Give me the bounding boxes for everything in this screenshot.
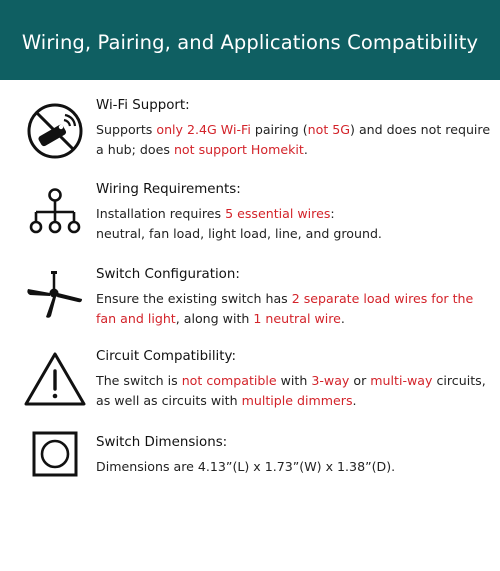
body-text: or <box>349 373 371 388</box>
body-text: pairing ( <box>250 122 308 137</box>
highlighted-text: not support Homekit <box>173 142 304 157</box>
no-wifi-router-icon <box>24 100 86 162</box>
highlighted-text: 1 neutral wire <box>253 311 341 326</box>
highlighted-text: multi-way <box>370 373 433 388</box>
body-text: with <box>276 373 312 388</box>
body-text: Ensure the existing switch has <box>96 291 292 306</box>
body-text: Installation requires <box>96 206 226 221</box>
body-text: Supports <box>96 122 157 137</box>
header-banner <box>0 0 500 80</box>
section-body <box>96 371 494 411</box>
highlighted-text: multiple dimmers <box>241 393 353 408</box>
body-text: neutral, fan load, light load, line, and ground. <box>96 226 382 241</box>
section-body <box>96 457 494 477</box>
section-body <box>96 289 494 329</box>
highlighted-text: 2 separate load wires for the fan and light <box>96 291 474 326</box>
body-text: , along with <box>175 311 254 326</box>
body-text: circuits, as well as circuits with <box>96 373 486 408</box>
page-title: Wiring, Pairing, and Applications Compatibility <box>21 30 479 54</box>
wiring-tree-icon <box>24 184 86 246</box>
highlighted-text: only 2.4G Wi-Fi <box>156 122 251 137</box>
section-title: Switch Dimensions: <box>96 435 228 450</box>
section-title: Switch Configuration: <box>96 267 240 282</box>
body-text: : <box>330 206 335 221</box>
ceiling-fan-icon <box>24 269 86 331</box>
section-title: Wi-Fi Support: <box>96 98 190 113</box>
highlighted-text: 3-way <box>311 373 350 388</box>
section-body <box>96 204 494 244</box>
body-text: The switch is <box>96 373 182 388</box>
highlighted-text: 5 essential wires <box>225 206 331 221</box>
highlighted-text: not compatible <box>181 373 277 388</box>
highlighted-text: not 5G <box>307 122 351 137</box>
warning-triangle-icon <box>22 349 88 411</box>
body-text: Dimensions are 4.13”(L) x 1.73”(W) x 1.38”(D). <box>96 459 396 474</box>
switch-plate-icon <box>28 427 82 481</box>
body-text: . <box>352 393 357 408</box>
section-title: Circuit Compatibility: <box>96 349 236 364</box>
section-body <box>96 120 494 160</box>
body-text: ) and does not require a hub; does <box>96 122 491 157</box>
body-text: . <box>340 311 345 326</box>
section-title: Wiring Requirements: <box>96 182 241 197</box>
body-text: . <box>303 142 308 157</box>
